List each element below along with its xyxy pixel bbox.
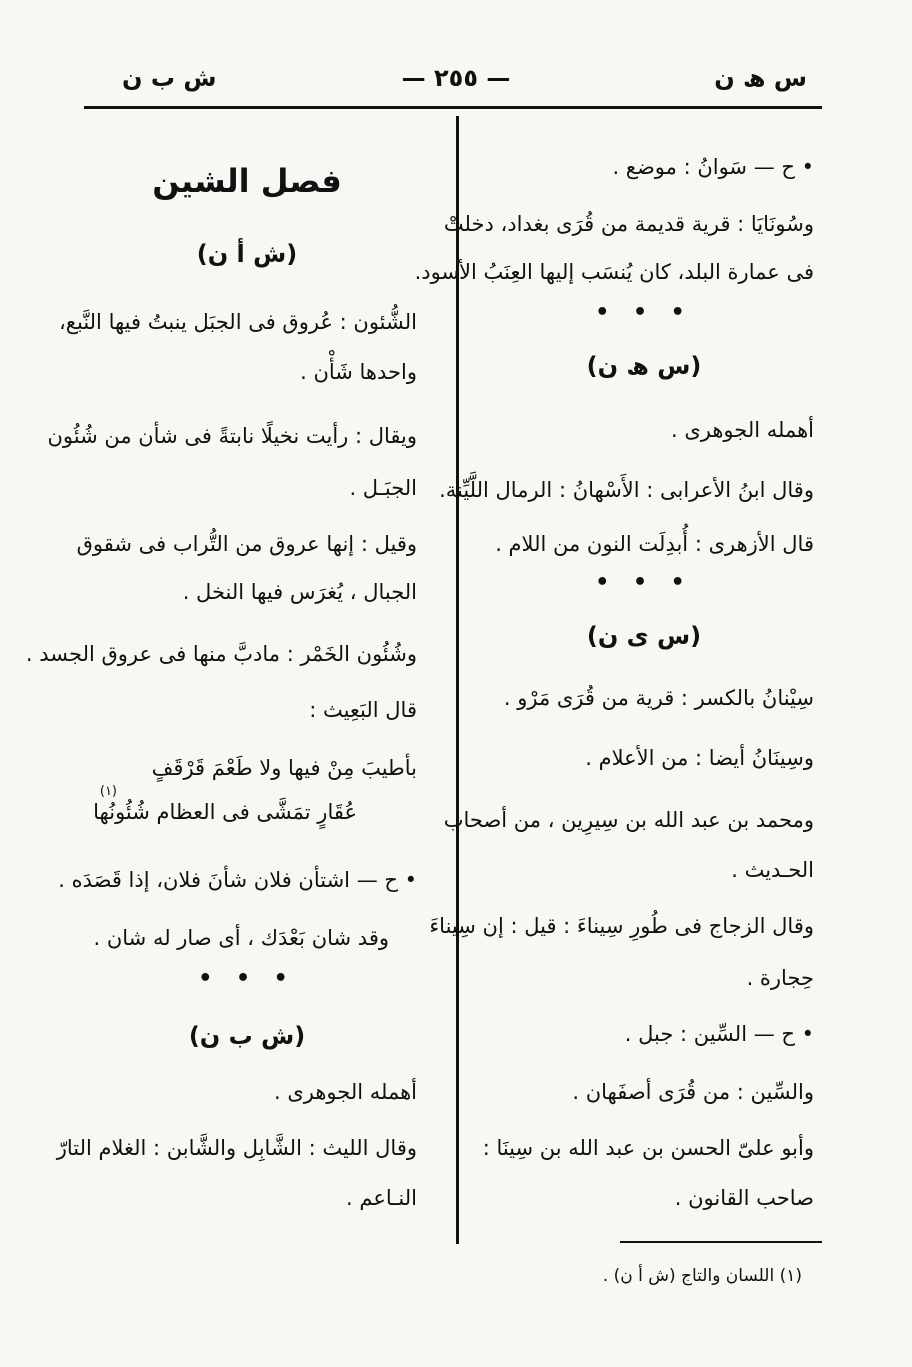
verse-line: بأطيبَ مِنْ فيها ولا طَعْمَ قَرْقَفٍ: [151, 756, 417, 780]
entry-line: واحدها شَأْن .: [300, 360, 417, 384]
header-root-right: س ھ ن: [714, 64, 807, 92]
entry-line: سِيْنانُ بالكسر : قرية من قُرَى مَرْو .: [503, 686, 814, 710]
section-separator: • • •: [198, 966, 296, 991]
root-heading: (ش أ ن): [196, 240, 298, 268]
section-separator: • • •: [595, 570, 693, 595]
entry-line: أهمله الجوهرى .: [273, 1080, 417, 1104]
entry-line: وقال الليث : الشَّابِل والشَّابن : الغلام التارّ: [56, 1136, 417, 1160]
page-number: — ٢٥٥ —: [401, 64, 511, 92]
entry-line: • ح — سَوانُ : موضع .: [612, 155, 814, 179]
chapter-title: فصل الشين: [152, 162, 342, 200]
entry-line: قال الأزهرى : أُبدِلَت النون من اللام .: [495, 532, 814, 556]
entry-line: وقيل : إنها عروق من التُّراب فى شقوق: [76, 532, 417, 556]
root-heading: (ش ب ن): [188, 1022, 306, 1050]
entry-line: وشُئُون الخَمْر : مادبَّ منها فى عروق الجسد .: [25, 642, 417, 666]
entry-line: • ح — السِّين : جبل .: [624, 1022, 814, 1046]
footnote: (١) اللسان والتاج (ش أ ن) .: [602, 1266, 802, 1286]
entry-line: الشُّئون : عُروق فى الجبَل ينبتُ فيها النَّبع،: [59, 310, 417, 334]
entry-line: النـاعم .: [346, 1186, 417, 1210]
entry-line: قال البَعِيث :: [309, 698, 417, 722]
entry-line: وقد شان بَعْدَك ، أى صار له شان .: [93, 926, 389, 950]
entry-line: ومحمد بن عبد الله بن سِيرِين ، من أصحاب: [443, 808, 814, 832]
entry-line: وقال الزجاج فى طُورِ سِيناءَ : قيل : إن سِيناءَ: [429, 914, 814, 938]
entry-line: الجبال ، يُغرَس فيها النخل .: [182, 580, 417, 604]
entry-line: وأبو علىّ الحسن بن عبد الله بن سِينَا :: [482, 1136, 814, 1160]
section-separator: • • •: [595, 300, 693, 325]
entry-line: الحـديث .: [731, 858, 814, 882]
entry-line: وسُونَايَا : قرية قديمة من قُرَى بغداد، دخلتْ: [443, 212, 814, 236]
entry-line: أهمله الجوهرى .: [670, 418, 814, 442]
entry-line: • ح — اشتأن فلان شأنَ فلان، إذا قَصَدَه .: [58, 868, 417, 892]
verse-line: عُقَارٍ تمَشَّى فى العظام شُئُونُها: [93, 800, 357, 824]
header-root-left: ش ب ن: [122, 64, 217, 92]
entry-line: ويقال : رأيت نخيلًا نابتةً فى شأن من شُئُون: [47, 424, 417, 448]
footnote-rule: [620, 1241, 822, 1243]
entry-line: فى عمارة البلد، كان يُنسَب إليها العِنَبُ الأسود.: [414, 260, 814, 284]
entry-line: وسِينَانُ أيضا : من الأعلام .: [585, 746, 814, 770]
root-heading: (س ھ ن): [586, 352, 702, 380]
header-rule: [84, 106, 822, 109]
entry-line: صاحب القانون .: [674, 1186, 814, 1210]
entry-line: الجبَـل .: [349, 476, 417, 500]
entry-line: والسِّين : من قُرَى أصفَهان .: [572, 1080, 814, 1104]
column-divider: [456, 116, 459, 1244]
entry-line: حِجارة .: [746, 966, 814, 990]
footnote-marker: (١): [99, 784, 117, 799]
root-heading: (س ى ن): [586, 622, 702, 650]
entry-line: وقال ابنُ الأعرابى : الأَسْهانُ : الرمال اللَّيِّنة.: [439, 478, 814, 502]
